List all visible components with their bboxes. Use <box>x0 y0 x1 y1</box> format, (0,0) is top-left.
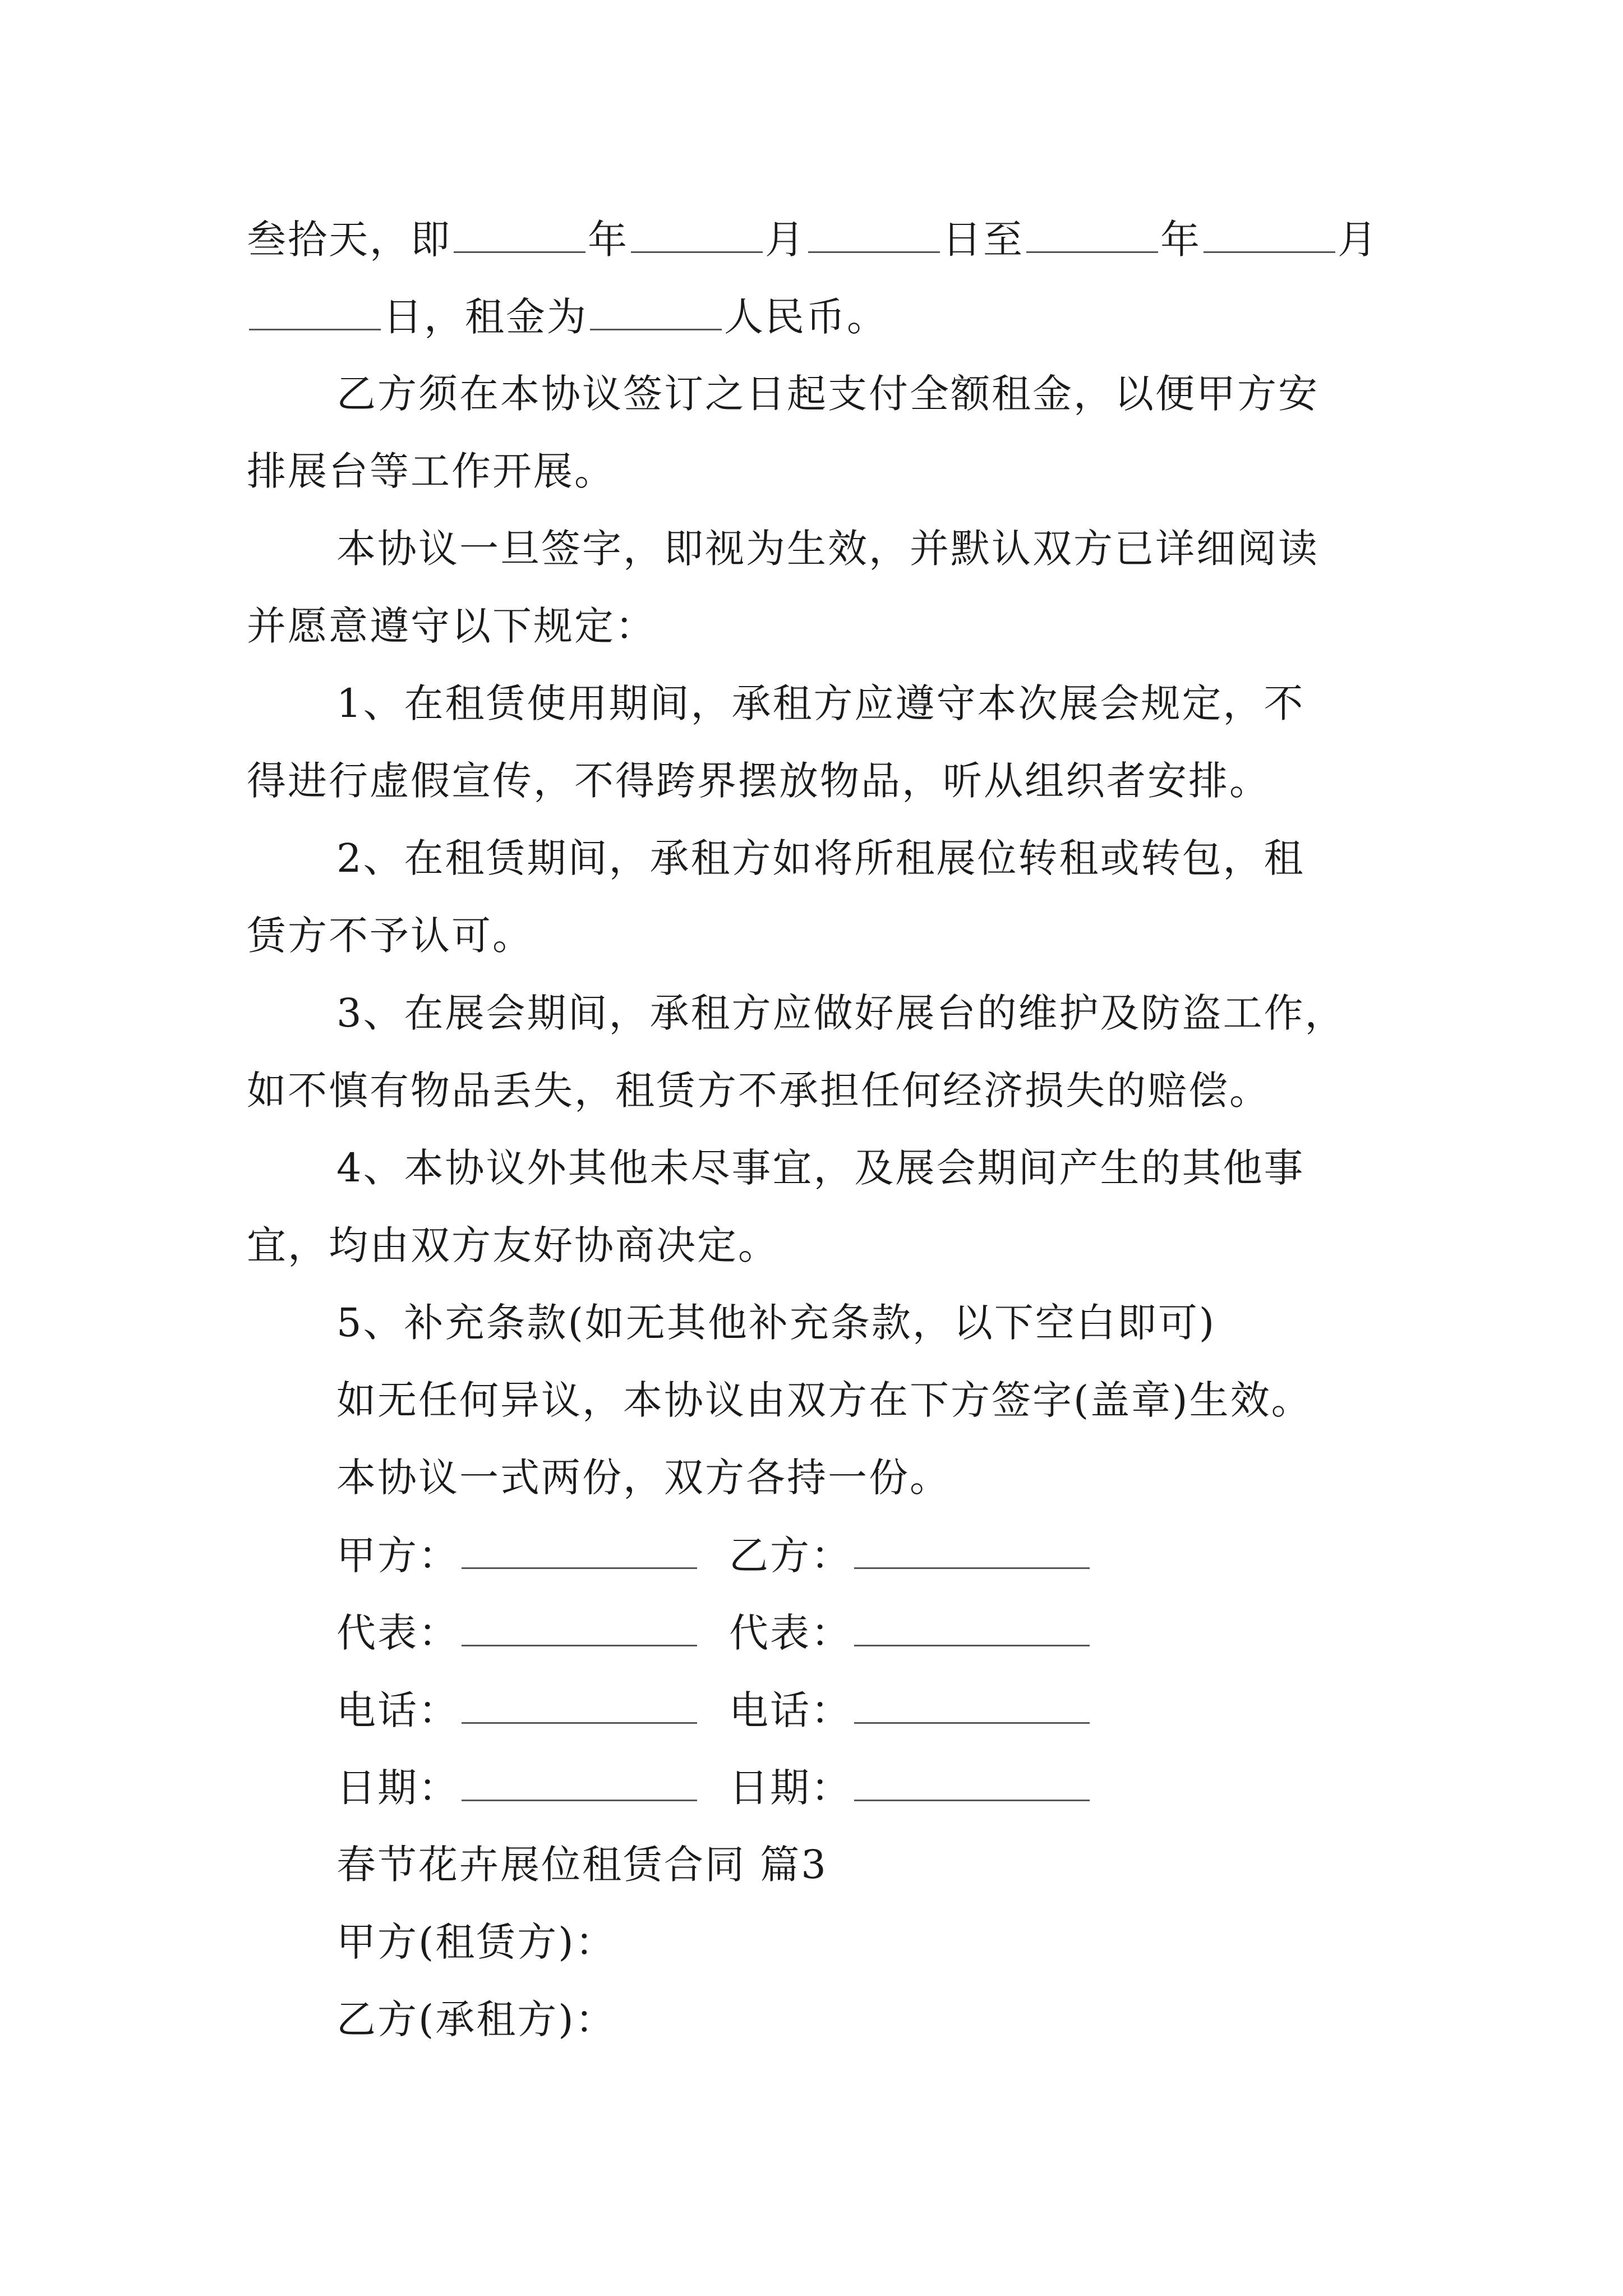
signature-left <box>336 1605 699 1660</box>
signature-label: 甲方： <box>336 1533 459 1579</box>
rule-line: 得进行虚假宣传，不得跨界摆放物品，听从组织者安排。 <box>247 758 1270 804</box>
party-a-label: 甲方(租赁方)： <box>336 1919 616 1965</box>
blank-field <box>1204 212 1335 253</box>
blank-field <box>590 289 722 330</box>
paragraph-line: 排展台等工作开展。 <box>247 448 615 494</box>
paragraph-line: 本协议一旦签字，即视为生效，并默认双方已详细阅读 <box>336 526 1319 572</box>
signature-blank <box>854 1605 1090 1646</box>
text-segment: 年 <box>1160 217 1201 263</box>
signature-label: 日期： <box>336 1765 459 1811</box>
blank-field <box>1026 212 1158 253</box>
text-segment: 日至 <box>942 217 1024 263</box>
blank-field <box>454 212 585 253</box>
signature-blank <box>462 1760 697 1801</box>
signature-left <box>336 1528 699 1582</box>
signature-right <box>729 1605 1092 1660</box>
rule-line: 1、在租赁使用期间，承租方应遵守本次展会规定，不 <box>336 680 1305 726</box>
rule-line: 如不慎有物品丢失，租赁方不承担任何经济损失的赔偿。 <box>247 1068 1270 1114</box>
text-segment: 年 <box>588 217 629 263</box>
text-segment: 叁拾天，即 <box>247 217 451 263</box>
blank-field <box>631 212 763 253</box>
signature-label: 电话： <box>729 1687 852 1733</box>
paragraph-line: 乙方须在本协议签订之日起支付全额租金，以便甲方安 <box>336 371 1319 417</box>
signature-right <box>729 1683 1092 1737</box>
signature-row <box>336 1683 852 1737</box>
rule-line: 赁方不予认可。 <box>247 913 533 959</box>
signature-right <box>729 1760 1092 1815</box>
signature-blank <box>462 1605 697 1646</box>
signature-row <box>336 1605 852 1660</box>
signature-label: 日期： <box>729 1765 852 1811</box>
section-title: 春节花卉展位租赁合同 篇3 <box>336 1842 828 1888</box>
closing-line: 本协议一式两份，双方各持一份。 <box>336 1455 951 1501</box>
signature-blank <box>854 1683 1090 1724</box>
signature-row <box>336 1760 852 1815</box>
rule-line: 4、本协议外其他未尽事宜，及展会期间产生的其他事 <box>336 1145 1305 1191</box>
signature-label: 乙方： <box>729 1533 852 1579</box>
text-segment: 人民币。 <box>724 294 888 340</box>
closing-line: 如无任何异议，本协议由双方在下方签字(盖章)生效。 <box>336 1377 1312 1423</box>
rule-line: 5、补充条款(如无其他补充条款，以下空白即可) <box>336 1300 1216 1346</box>
signature-blank <box>854 1760 1090 1801</box>
text-segment: 月 <box>1338 217 1378 263</box>
rent-amount-line <box>247 289 888 344</box>
rule-line: 2、在租赁期间，承租方如将所租展位转租或转包，租 <box>336 835 1305 881</box>
signature-blank <box>854 1528 1090 1569</box>
signature-label: 代表： <box>336 1610 459 1656</box>
blank-field <box>249 289 381 330</box>
text-segment: 月 <box>765 217 806 263</box>
signature-row <box>336 1528 852 1582</box>
signature-label: 电话： <box>336 1687 459 1733</box>
paragraph-line: 并愿意遵守以下规定： <box>247 603 656 649</box>
party-b-label: 乙方(承租方)： <box>336 1996 616 2042</box>
signature-left <box>336 1683 699 1737</box>
term-dates-line <box>247 212 1378 266</box>
rule-line: 3、在展会期间，承租方应做好展台的维护及防盗工作， <box>336 990 1346 1036</box>
rule-line: 宜，均由双方友好协商决定。 <box>247 1222 779 1268</box>
signature-blank <box>462 1683 697 1724</box>
signature-blank <box>462 1528 697 1569</box>
blank-field <box>808 212 940 253</box>
text-segment: 日，租金为 <box>383 294 588 340</box>
signature-left <box>336 1760 699 1815</box>
signature-label: 代表： <box>729 1610 852 1656</box>
signature-right <box>729 1528 1092 1582</box>
